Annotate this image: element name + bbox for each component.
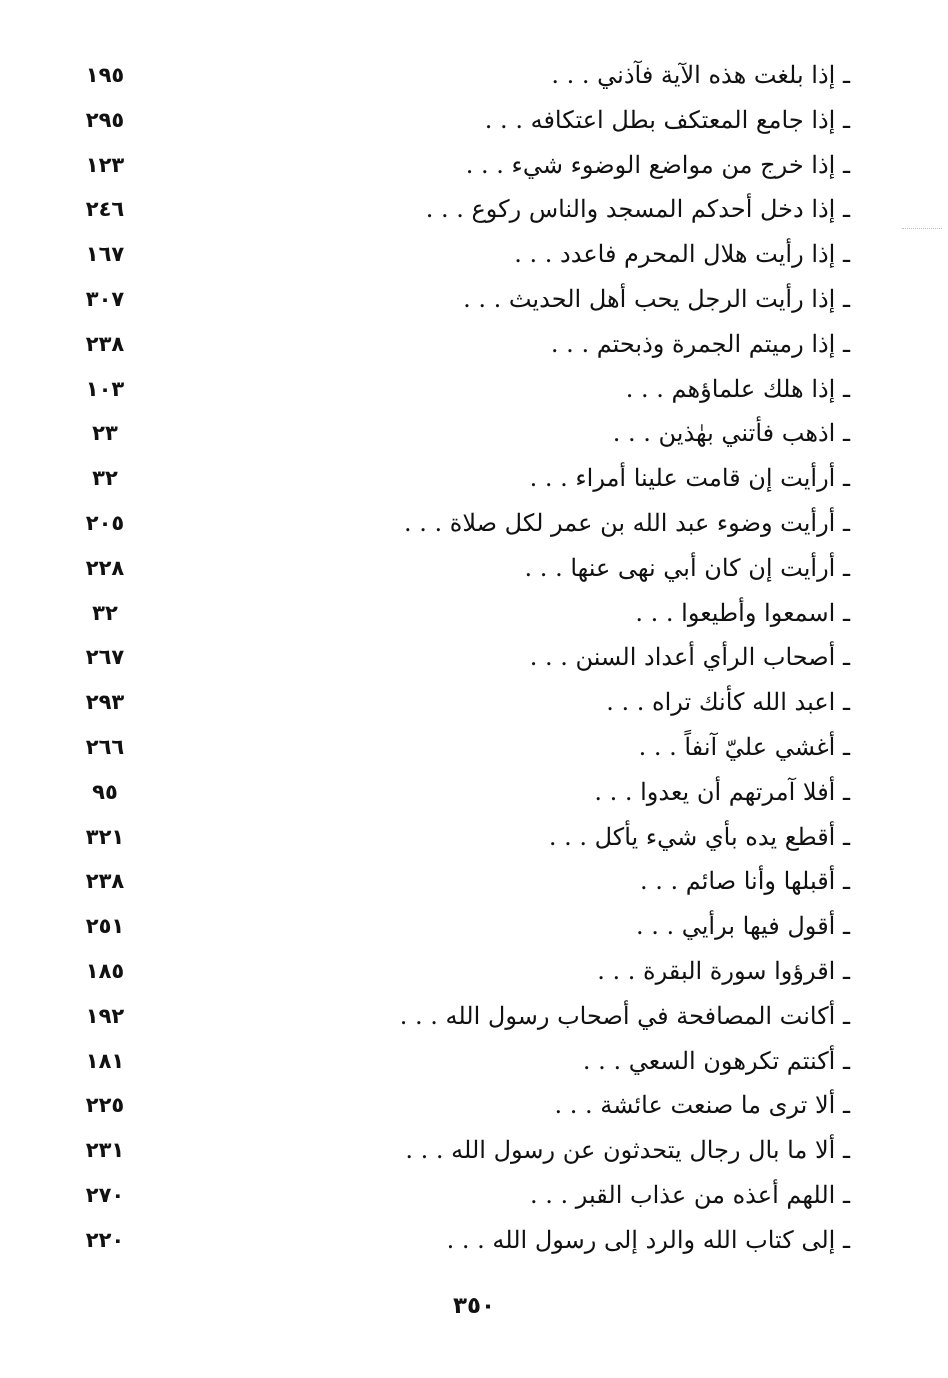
entry-text: ـ إلى كتاب الله والرد إلى رسول الله . . . bbox=[446, 1225, 850, 1254]
entry-text: ـ اسمعوا وأطيعوا . . . bbox=[635, 598, 850, 627]
entry-text: ـ اذهب فأتني بهٰذين . . . bbox=[612, 419, 850, 448]
entry-page-reference: ١٦٧ bbox=[85, 242, 125, 267]
index-entry bbox=[60, 278, 850, 323]
index-entry bbox=[60, 1129, 850, 1174]
index-entry bbox=[60, 547, 850, 592]
entry-page-reference: ٢٣ bbox=[92, 421, 118, 446]
index-entry bbox=[60, 502, 850, 547]
entry-page-reference: ٢٦٧ bbox=[85, 645, 125, 670]
index-entry bbox=[60, 1040, 850, 1085]
index-entry bbox=[60, 681, 850, 726]
index-entry bbox=[60, 726, 850, 771]
entry-text: ـ إذا خرج من مواضع الوضوء شيء . . . bbox=[465, 150, 850, 179]
index-entry bbox=[60, 1084, 850, 1129]
entry-text: ـ أقبلها وأنا صائم . . . bbox=[640, 867, 850, 896]
entry-page-reference: ٢٦٦ bbox=[85, 734, 125, 759]
entry-text: ـ إذا هلك علماؤهم . . . bbox=[625, 374, 850, 403]
entry-text: ـ ألا ترى ما صنعت عائشة . . . bbox=[554, 1091, 850, 1120]
hadith-index-list bbox=[60, 54, 850, 1264]
entry-text: ـ أرأيت وضوء عبد الله بن عمر لكل صلاة . . . bbox=[403, 508, 850, 537]
entry-text: ـ اعبد الله كأنك تراه . . . bbox=[606, 688, 850, 717]
entry-page-reference: ٣٢ bbox=[92, 600, 118, 625]
entry-page-reference: ٢٩٥ bbox=[85, 107, 125, 132]
entry-text: ـ أصحاب الرأي أعداد السنن . . . bbox=[529, 643, 850, 672]
index-entry bbox=[60, 860, 850, 905]
entry-text: ـ أرأيت إن قامت علينا أمراء . . . bbox=[529, 464, 850, 493]
entry-page-reference: ٢٣٨ bbox=[85, 331, 125, 356]
entry-page-reference: ٩٥ bbox=[92, 779, 118, 804]
entry-page-reference: ٣٠٧ bbox=[85, 286, 125, 311]
index-entry bbox=[60, 771, 850, 816]
scan-mark bbox=[902, 228, 942, 233]
page-number: ٣٥٠ bbox=[452, 1293, 496, 1319]
entry-page-reference: ١٨٥ bbox=[85, 958, 125, 983]
entry-page-reference: ٢٩٣ bbox=[85, 690, 125, 715]
entry-page-reference: ٢٥١ bbox=[85, 914, 125, 939]
entry-text: ـ ألا ما بال رجال يتحدثون عن رسول الله . . . bbox=[405, 1136, 850, 1165]
entry-text: ـ إذا جامع المعتكف بطل اعتكافه . . . bbox=[484, 105, 850, 134]
entry-text: ـ إذا دخل أحدكم المسجد والناس ركوع . . . bbox=[425, 195, 850, 224]
entry-page-reference: ٢٠٥ bbox=[85, 510, 125, 535]
index-entry bbox=[60, 368, 850, 413]
entry-text: ـ أكنتم تكرهون السعي . . . bbox=[582, 1046, 850, 1075]
entry-text: ـ أقول فيها برأيي . . . bbox=[635, 912, 850, 941]
entry-text: ـ أفلا آمرتهم أن يعدوا . . . bbox=[594, 777, 850, 806]
entry-text: ـ إذا بلغت هذه الآية فآذني . . . bbox=[551, 61, 850, 89]
entry-page-reference: ١٩٢ bbox=[85, 1003, 125, 1028]
index-entry bbox=[60, 636, 850, 681]
entry-text: ـ إذا رأيت هلال المحرم فاعدد . . . bbox=[514, 240, 850, 269]
entry-page-reference: ٢٤٦ bbox=[85, 197, 125, 222]
entry-text: ـ إذا رأيت الرجل يحب أهل الحديث . . . bbox=[463, 284, 850, 313]
index-entry bbox=[60, 99, 850, 144]
entry-page-reference: ٢٣٨ bbox=[85, 869, 125, 894]
entry-text: ـ إذا رميتم الجمرة وذبحتم . . . bbox=[550, 329, 850, 358]
entry-text: ـ أغشي عليّ آنفاً . . . bbox=[638, 732, 850, 761]
entry-page-reference: ٢٢٨ bbox=[85, 555, 125, 580]
index-entry bbox=[60, 323, 850, 368]
entry-text: ـ اللهم أعذه من عذاب القبر . . . bbox=[530, 1180, 850, 1209]
index-entry bbox=[60, 905, 850, 950]
entry-page-reference: ٢٧٠ bbox=[85, 1182, 125, 1207]
entry-page-reference: ٢٣١ bbox=[85, 1138, 125, 1163]
index-entry bbox=[60, 233, 850, 278]
index-entry bbox=[60, 1219, 850, 1264]
index-entry bbox=[60, 457, 850, 502]
entry-text: ـ أكانت المصافحة في أصحاب رسول الله . . . bbox=[399, 1001, 850, 1030]
index-entry bbox=[60, 144, 850, 189]
entry-page-reference: ١٠٣ bbox=[85, 376, 125, 401]
entry-text: ـ اقرؤوا سورة البقرة . . . bbox=[597, 956, 850, 985]
index-entry bbox=[60, 816, 850, 861]
index-entry bbox=[60, 995, 850, 1040]
index-entry bbox=[60, 950, 850, 995]
entry-page-reference: ٢٢٥ bbox=[85, 1093, 125, 1118]
entry-page-reference: ١٩٥ bbox=[85, 63, 125, 87]
index-entry bbox=[60, 412, 850, 457]
entry-page-reference: ٣٢ bbox=[92, 466, 118, 491]
entry-text: ـ أقطع يده بأي شيء يأكل . . . bbox=[548, 822, 850, 851]
entry-page-reference: ٣٢١ bbox=[85, 824, 125, 849]
entry-text: ـ أرأيت إن كان أبي نهى عنها . . . bbox=[524, 553, 850, 582]
index-entry bbox=[60, 188, 850, 233]
entry-page-reference: ١٢٣ bbox=[85, 152, 125, 177]
entry-page-reference: ١٨١ bbox=[85, 1048, 125, 1073]
index-entry bbox=[60, 592, 850, 637]
index-entry bbox=[60, 1174, 850, 1219]
index-entry bbox=[60, 54, 850, 99]
entry-page-reference: ٢٢٠ bbox=[85, 1227, 125, 1252]
